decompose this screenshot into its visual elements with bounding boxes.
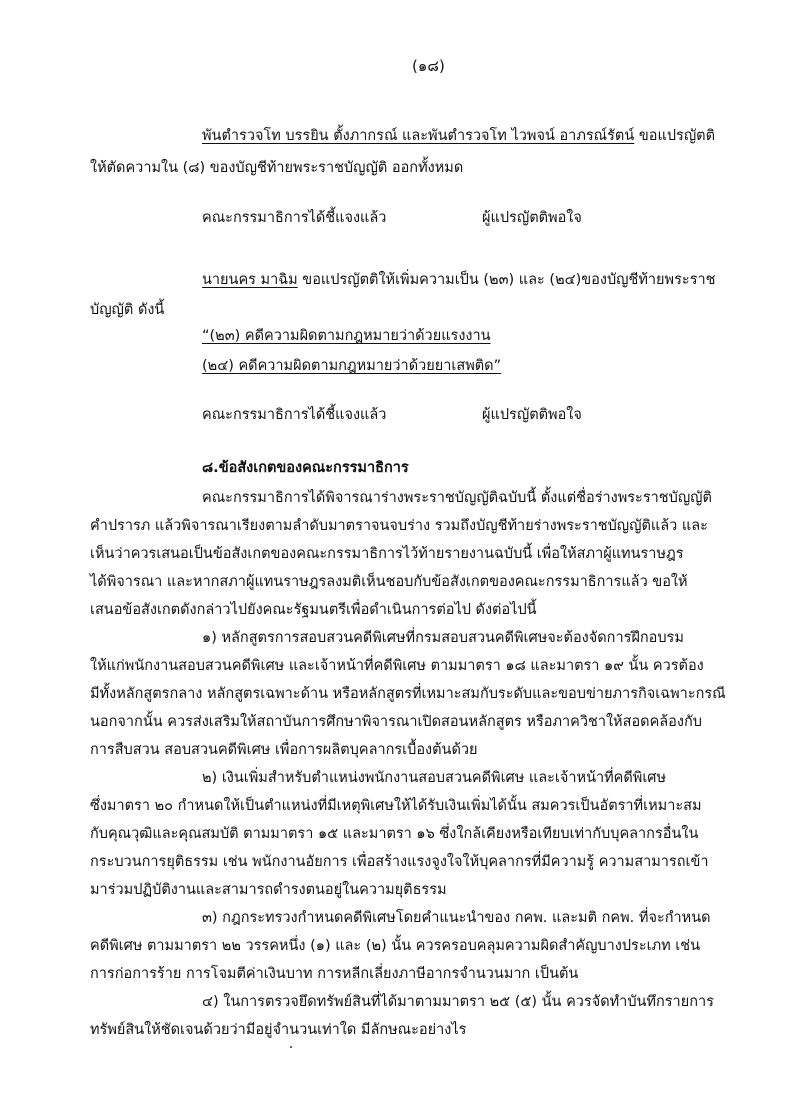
intro-line-1: คณะกรรมาธิการได้พิจารณาร่างพระราชบัญญัติฉบับนี้ ตั้งแต่ชื่อร่างพระราชบัญญัติ — [202, 490, 712, 506]
amendment-2-line-1 — [202, 270, 715, 290]
point-2-line-1: ๒) เงินเพิ่มสำหรับตำแหน่งพนักงานสอบสวนคดีพิเศษ และเจ้าหน้าที่คดีพิเศษ — [202, 770, 667, 786]
amendment-2-name: นายนคร มาฉิม — [202, 272, 298, 288]
point-3-line-2: คดีพิเศษ ตามมาตรา ๒๒ วรรคหนึ่ง (๑) และ (๒) นั้น ควรครอบคลุมความผิดสำคัญบางประเภท เช่น — [90, 938, 701, 954]
point-2-line-4: กระบวนการยุติธรรม เช่น พนักงานอัยการ เพื่อสร้างแรงจูงใจให้บุคลากรที่มีความรู้ ความสามารถเข้า — [90, 854, 709, 870]
page-number: (๑๘) — [412, 57, 445, 75]
amendment-2-action: ขอแปรญัตติให้เพิ่มความเป็น (๒๓) และ (๒๔)ของบัญชีท้ายพระราช — [297, 272, 716, 288]
intro-line-5: เสนอข้อสังเกตดังกล่าวไปยังคณะรัฐมนตรีเพื่อดำเนินการต่อไป ดังต่อไปนี้ — [90, 602, 537, 618]
scan-speck — [290, 1046, 292, 1048]
amendment-2-item-24: (๒๔) คดีความผิดตามกฎหมายว่าด้วยยาเสพติด” — [202, 358, 502, 374]
point-2-line-2: ซึ่งมาตรา ๒๐ กำหนดให้เป็นตำแหน่งที่มีเหตุพิเศษให้ได้รับเงินเพิ่มได้นั้น สมควรเป็นอัตราที่เหมาะสม — [90, 798, 702, 814]
point-2-line-3: กับคุณวุฒิและคุณสมบัติ ตามมาตรา ๑๕ และมาตรา ๑๖ ซึ่งใกล้เคียงหรือเทียบเท่ากับบุคลากรอื่นใน — [90, 826, 699, 842]
intro-line-3: เห็นว่าควรเสนอเป็นข้อสังเกตของคณะกรรมาธิการไว้ท้ายรายงานฉบับนี้ เพื่อให้สภาผู้แทนราษฎร — [90, 546, 684, 562]
point-2-line-5: มาร่วมปฏิบัติงานและสามารถดำรงตนอยู่ในความยุติธรรม — [90, 882, 447, 898]
amendment-1-action: ขอแปรญัตติ — [634, 128, 716, 144]
amendment-2-line-2: บัญญัติ ดังนี้ — [90, 302, 165, 318]
amendment-1-names: พันตำรวจโท บรรยิน ตั้งภากรณ์ และพันตำรวจโท ไวพจน์ อาภรณ์รัตน์ — [202, 128, 635, 144]
amendment-1-line-1 — [202, 126, 715, 146]
amendment-2-mover-response: ผู้แปรญัตติพอใจ — [482, 407, 582, 423]
amendment-1-line-2: ให้ตัดความใน (๘) ของบัญชีท้ายพระราชบัญญัติ ออกทั้งหมด — [90, 160, 464, 176]
point-3-line-1: ๓) กฎกระทรวงกำหนดคดีพิเศษโดยคำแนะนำของ กคพ. และมติ กคพ. ที่จะกำหนด — [202, 910, 711, 926]
intro-line-4: ได้พิจารณา และหากสภาผู้แทนราษฎรลงมติเห็นชอบกับข้อสังเกตของคณะกรรมาธิการแล้ว ขอให้ — [90, 574, 688, 590]
point-1-line-3: มีทั้งหลักสูตรกลาง หลักสูตรเฉพาะด้าน หรือหลักสูตรที่เหมาะสมกับระดับและขอบข่ายภารกิจเฉพาะกรณี — [90, 686, 726, 702]
intro-line-2: คำปรารภ แล้วพิจารณาเรียงตามลำดับมาตราจนจบร่าง รวมถึงบัญชีท้ายร่างพระราชบัญญัติแล้ว และ — [90, 518, 708, 534]
point-4-line-2: ทรัพย์สินให้ชัดเจนด้วยว่ามีอยู่จำนวนเท่าใด มีลักษณะอย่างไร — [90, 1022, 467, 1038]
point-1-line-4: นอกจากนั้น ควรส่งเสริมให้สถาบันการศึกษาพิจารณาเปิดสอนหลักสูตร หรือภาควิชาให้สอดคล้องกับ — [90, 714, 702, 730]
amendment-2-item-23: “(๒๓) คดีความผิดตามกฎหมายว่าด้วยแรงงาน — [202, 328, 491, 344]
point-4-line-1: ๔) ในการตรวจยึดทรัพย์สินที่ได้มาตามมาตรา ๒๕ (๕) นั้น ควรจัดทำบันทึกรายการ — [202, 994, 714, 1010]
point-1-line-2: ให้แก่พนักงานสอบสวนคดีพิเศษ และเจ้าหน้าที่คดีพิเศษ ตามมาตรา ๑๘ และมาตรา ๑๙ นั้น ควรต้อง — [90, 658, 704, 674]
section-8-heading: ๘.ข้อสังเกตของคณะกรรมาธิการ — [202, 460, 409, 476]
amendment-1-mover-response: ผู้แปรญัตติพอใจ — [482, 210, 582, 226]
point-1-line-1: ๑) หลักสูตรการสอบสวนคดีพิเศษที่กรมสอบสวนคดีพิเศษจะต้องจัดการฝึกอบรม — [202, 630, 684, 646]
point-1-line-5: การสืบสวน สอบสวนคดีพิเศษ เพื่อการผลิตบุคลากรเบื้องต้นด้วย — [90, 742, 478, 758]
amendment-2-committee-response: คณะกรรมาธิการได้ชี้แจงแล้ว — [202, 407, 387, 423]
amendment-1-committee-response: คณะกรรมาธิการได้ชี้แจงแล้ว — [202, 210, 387, 226]
point-3-line-3: การก่อการร้าย การโจมตีค่าเงินบาท การหลีกเลี่ยงภาษีอากรจำนวนมาก เป็นต้น — [90, 966, 579, 982]
